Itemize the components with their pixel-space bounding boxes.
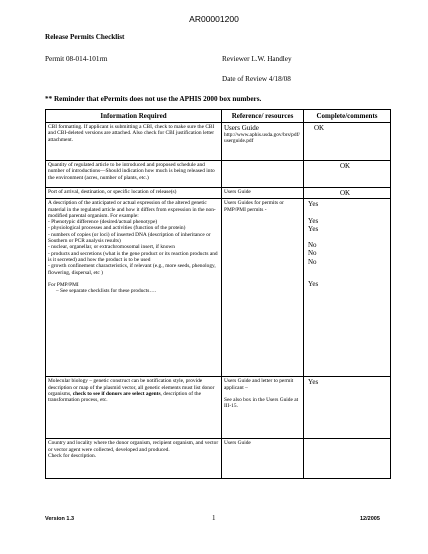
row-molecular-info: [46, 377, 222, 439]
list-item: - products and secretions (what is the gene product or its reaction products and is it secreted) and how the product is to be used: [48, 250, 218, 263]
molecular-text-end: , description of the transformation process, etc.: [48, 390, 201, 404]
status-ok: OK: [314, 124, 325, 132]
document-id: AR00001200: [189, 14, 239, 24]
status-value: [308, 266, 388, 280]
row-cbi-info: CBI formatting. If applicant is submitting a CBI, check to make sure the CBI and CBI-deleted versions are attached. Also check for CBI justification letter attachment.: [46, 123, 222, 161]
pmp-label: For PMP/PMI: [48, 281, 79, 288]
status-list: [308, 200, 388, 288]
list-item: - numbers of copies (or loci) of inserted DNA (description of inheritance or Southern or PCR analysis results): [48, 231, 211, 245]
table-header-row: [46, 110, 391, 123]
reminder-note: ** Reminder that ePermits does not use the APHIS 2000 box numbers.: [45, 95, 262, 103]
list-item: - physiological processes and activities (function of the protein): [48, 225, 186, 232]
status-ok: OK: [340, 162, 351, 170]
row-country-info: [46, 439, 222, 479]
expression-intro: A description of the anticipated or actual expression of the altered genetic material in the regulated article and how it differs from expression in the non-modified parental organism. For example:: [48, 200, 216, 219]
table-row: [46, 439, 391, 479]
status-value: No: [308, 241, 317, 250]
header-complete-comments: Complete/comments: [304, 110, 391, 123]
status-value: No: [308, 257, 317, 266]
table-row: [46, 188, 391, 199]
molecular-text: Molecular biology – genetic construct can be notification style, provide description or map of the plasmid vector, all genetic elements must list donor organisms,: [48, 378, 215, 397]
row-molecular-ref: [222, 377, 304, 439]
page-title: Release Permits Checklist: [45, 33, 125, 41]
row-port-status: [304, 188, 391, 199]
footer-page-number: 1: [212, 514, 216, 522]
table-row: [46, 161, 391, 188]
list-item: - growth confinement characteristics, if relevant (e.g., more seeds, phenology, flowering, dispersal, etc ): [48, 263, 216, 276]
review-date: Date of Review 4/18/08: [222, 75, 291, 83]
country-text: Country and locality where the donor organism, recipient organism, and vector or vector agent were collected, developed and produced.: [48, 440, 219, 453]
molecular-ref-letter: Users Guide and letter to permit applicant –: [224, 378, 294, 391]
status-value: Yes: [308, 279, 319, 288]
table-row: [46, 377, 391, 439]
molecular-ref-box: See also box in the Users Guide at III-15.: [224, 396, 299, 410]
row-port-info: Port of arrival, destination, or specific location of release(s): [46, 188, 222, 199]
list-item: - Phenotypic difference (desired/actual phenotype): [48, 219, 158, 226]
country-check: Check for description.: [48, 452, 97, 459]
row-cbi-status: [304, 123, 391, 161]
list-item: - nuclear, organellar, or extrachromosomal insert, if known: [48, 244, 176, 251]
checklist-table: [45, 109, 391, 479]
row-quantity-info: Quantity of regulated article to be introduced and proposed schedule and number of introductions—Should indication how much is being released into the environment (acres, number of plants, etc.): [46, 161, 222, 188]
row-molecular-status: [304, 377, 391, 439]
row-country-status: [304, 439, 391, 479]
status-value: Yes: [308, 224, 319, 233]
status-ok: OK: [340, 189, 351, 197]
row-port-ref: Users Guide: [222, 188, 304, 199]
permit-number: Permit 08-014-101rm: [45, 55, 108, 63]
reviewer-name: Reviewer L.W. Handley: [222, 55, 292, 63]
table-row: [46, 199, 391, 377]
status-value: Yes: [308, 200, 319, 209]
pmp-note: – See separate checklists for these products….: [56, 288, 157, 295]
status-value: No: [308, 249, 317, 258]
header-information-required: Information Required: [46, 110, 222, 123]
status-value: [308, 233, 388, 241]
row-expression-info: [46, 199, 222, 377]
footer-version: Version 1.3: [45, 516, 75, 522]
row-quantity-status: [304, 161, 391, 188]
header-reference-resources: Reference/ resources: [222, 110, 304, 123]
status-value: Yes: [308, 378, 319, 387]
row-expression-ref: Users Guides for permits or PMP/PMI permits -: [222, 199, 304, 377]
ref-userguide-url[interactable]: http://www.aphis.usda.gov/brs/pdf/userguide.pdf: [224, 132, 300, 145]
row-cbi-ref: [222, 123, 304, 161]
ref-users-guide: Users Guide: [224, 124, 259, 132]
row-expression-status: [304, 199, 391, 377]
molecular-bold-text: check to see if donors are select agents: [72, 390, 161, 397]
footer-date: 12/2005: [360, 516, 380, 522]
row-quantity-ref: [222, 161, 304, 188]
table-row: [46, 123, 391, 161]
status-value: Yes: [308, 216, 319, 225]
row-country-ref: Users Guide: [222, 439, 304, 479]
status-value: [308, 209, 388, 217]
